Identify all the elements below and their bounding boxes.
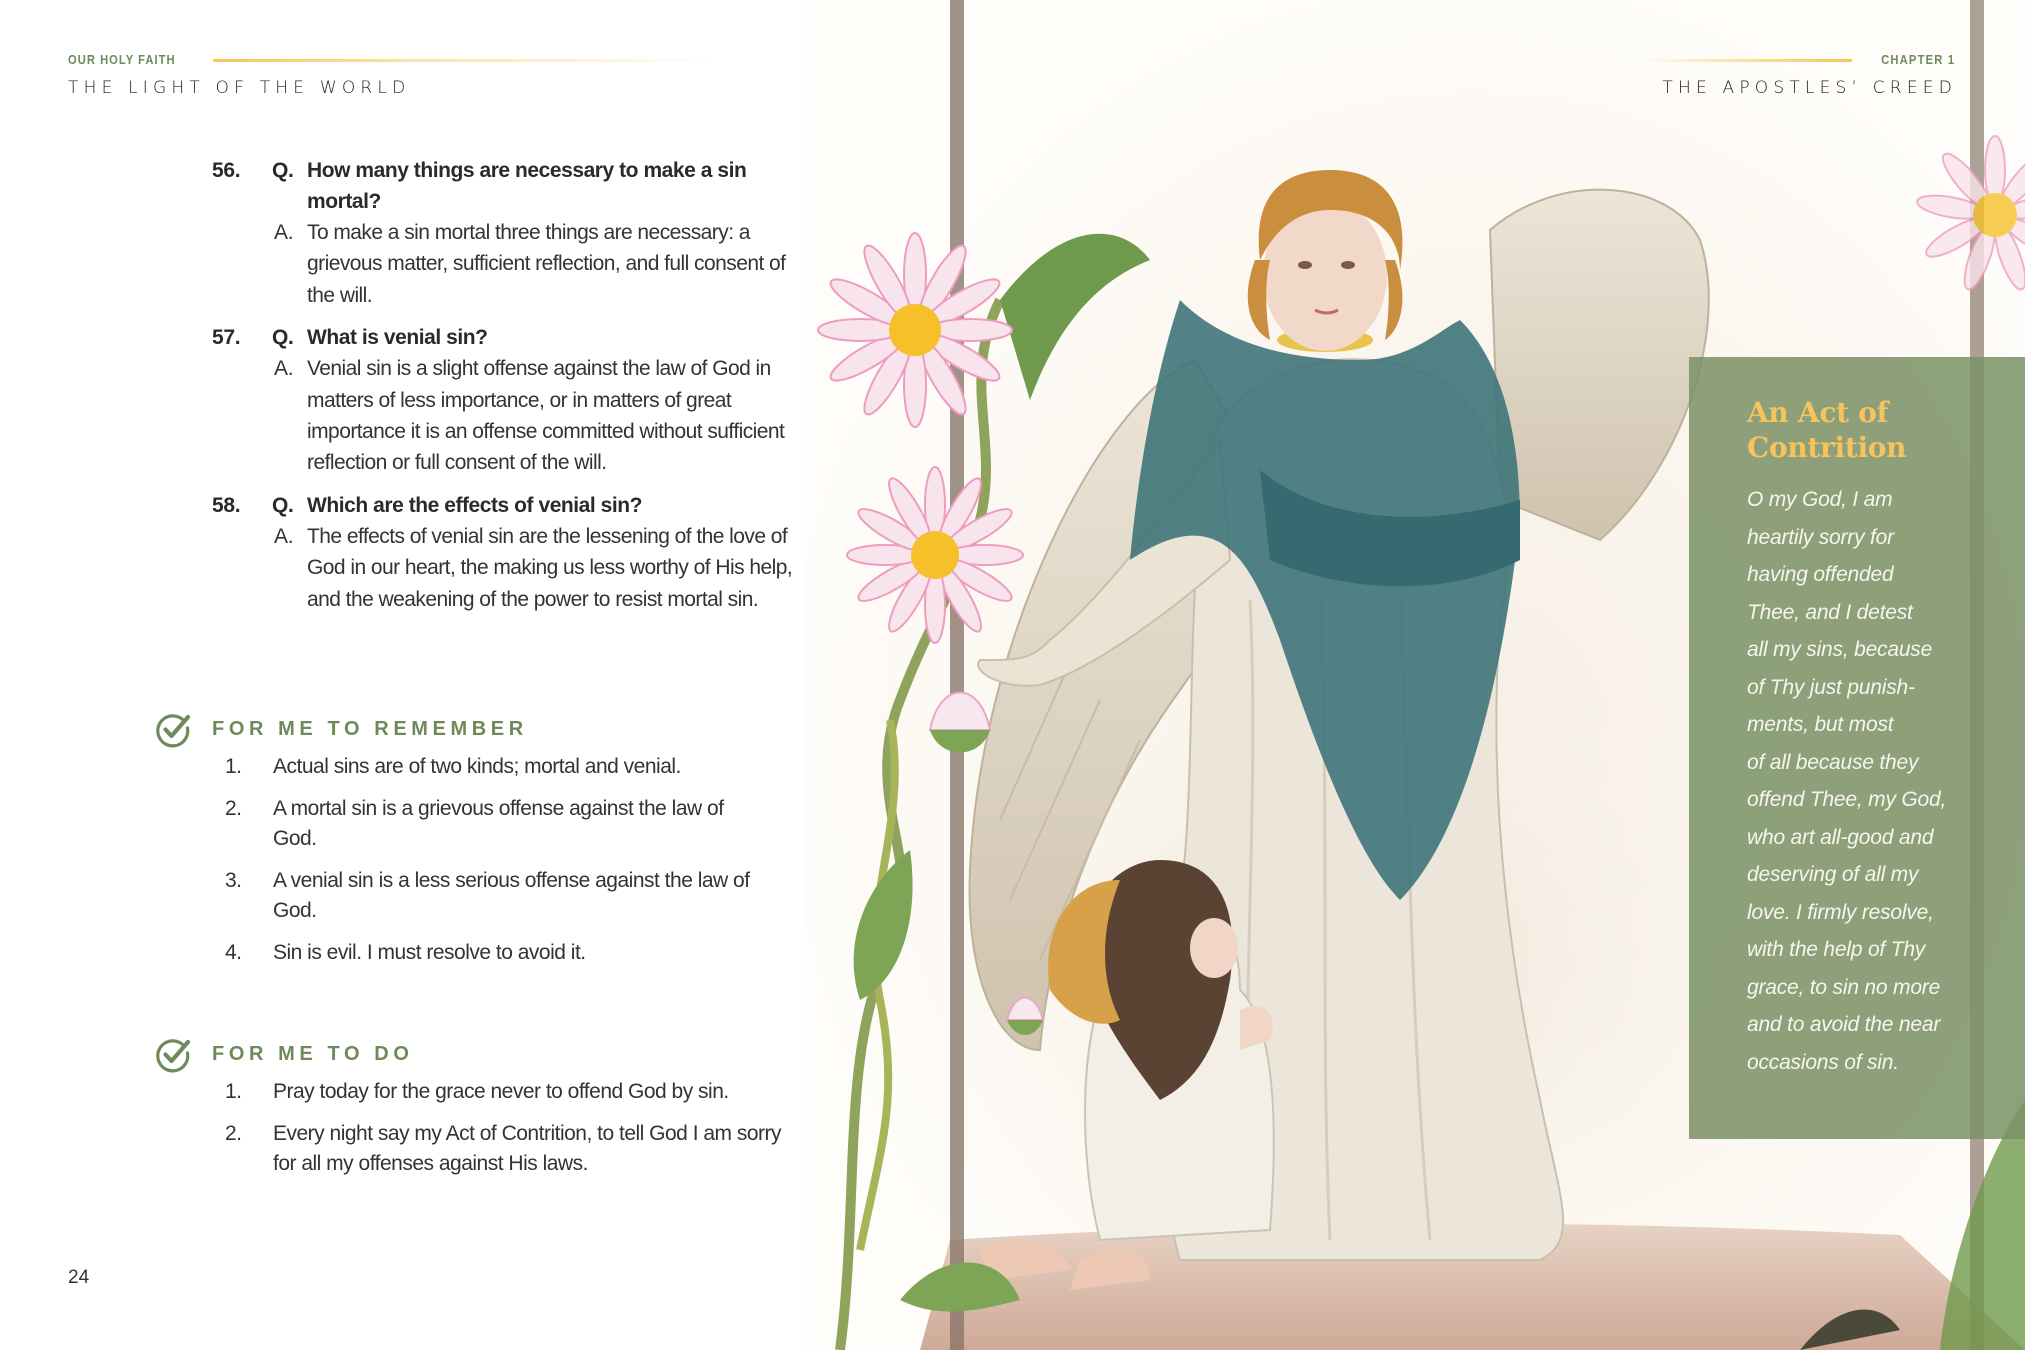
answer-text: To make a sin mortal three things are necessary: a grievous matter, sufficient reflection, and full consent of the will. xyxy=(307,221,786,307)
prayer-line: having offended xyxy=(1747,563,1894,586)
question-label: Q. xyxy=(272,493,294,517)
list-item xyxy=(155,938,765,968)
prayer-line: heartily sorry for xyxy=(1747,525,1894,549)
answer-label: A. xyxy=(274,524,294,548)
prayer-line: and to avoid the near xyxy=(1747,1013,1941,1036)
answer-label: A. xyxy=(274,221,294,244)
catechism-item xyxy=(212,490,812,615)
prayer-line: grace, to sin no more xyxy=(1747,975,1941,999)
prayer-line: deserving of all my xyxy=(1747,863,1919,886)
question-text: What is venial sin? xyxy=(307,326,488,350)
answer xyxy=(274,217,807,311)
prayer-line: with the help of Thy xyxy=(1747,938,1926,961)
right-wing xyxy=(1490,190,1709,540)
prayer-line: of all because they xyxy=(1747,750,1919,774)
check-circle-icon xyxy=(155,1037,191,1073)
answer-label: A. xyxy=(274,357,294,381)
answer-text: The effects of venial sin are the lessening of the love of God in our heart, the making us less worthy of His help, and the weakening of the power to resist mortal sin. xyxy=(307,524,793,611)
list-number: 2. xyxy=(225,797,242,820)
answer-text: Venial sin is a slight offense against the law of God in matters of less importance, or in matters of great importance it is an offense committed without sufficient reflection or full consent of the will. xyxy=(307,357,785,475)
remember-list xyxy=(155,752,815,968)
prayer-line: Thee, and I detest xyxy=(1747,600,1913,624)
prayer-line: all my sins, because xyxy=(1747,638,1933,661)
list-text-continued: for all my offenses against His laws. xyxy=(273,1152,588,1175)
answer xyxy=(274,353,807,479)
list-number: 4. xyxy=(225,941,242,964)
section-heading xyxy=(155,1037,815,1073)
todo-list xyxy=(155,1077,815,1179)
list-item xyxy=(155,794,765,854)
list-item xyxy=(155,752,765,782)
prayer-line: love. I firmly resolve, xyxy=(1747,900,1934,924)
prayer-line: who art all-good and xyxy=(1747,825,1934,849)
question-label: Q. xyxy=(272,326,294,350)
list-text: A venial sin is a less serious offense against the law of God. xyxy=(273,869,750,922)
check-circle-icon xyxy=(155,712,191,748)
question-number: 58. xyxy=(212,493,241,517)
catechism-list xyxy=(212,155,812,626)
page-number: 24 xyxy=(68,1267,90,1288)
list-text: Sin is evil. I must resolve to avoid it. xyxy=(273,941,586,964)
list-text: Every night say my Act of Contrition, to tell God I am sorry xyxy=(273,1122,782,1145)
running-header-chapter: CHAPTER 1 xyxy=(1880,52,1955,67)
left-page xyxy=(0,0,806,1350)
question-text: How many things are necessary to make a sin mortal? xyxy=(307,159,747,213)
question-number: 57. xyxy=(212,326,241,350)
list-text: Pray today for the grace never to offend God by sin. xyxy=(273,1080,729,1103)
list-item xyxy=(155,1077,915,1107)
prayer-line: occasions of sin. xyxy=(1747,1050,1899,1074)
running-header-book-title: THE LIGHT OF THE WORLD xyxy=(68,78,411,98)
list-number: 2. xyxy=(225,1122,242,1145)
catechism-item xyxy=(212,322,812,479)
prayer-line: offend Thee, my God, xyxy=(1747,788,1947,811)
prayer-title: An Act of Contrition xyxy=(1747,396,1907,464)
list-number: 1. xyxy=(225,1080,242,1103)
prayer-text xyxy=(1747,481,2025,1081)
list-item xyxy=(155,866,765,926)
prayer-line: of Thy just punish- xyxy=(1747,675,1915,699)
question-text: Which are the effects of venial sin? xyxy=(307,493,643,517)
list-text: Actual sins are of two kinds; mortal and venial. xyxy=(273,755,681,778)
for-me-to-do-section xyxy=(155,1037,815,1191)
question-label: Q. xyxy=(272,159,294,182)
for-me-to-remember-section xyxy=(155,712,815,980)
list-number: 3. xyxy=(225,869,242,892)
section-heading xyxy=(155,712,815,748)
header-rule xyxy=(213,59,713,62)
act-of-contrition-box xyxy=(1689,357,2025,1139)
prayer-line: ments, but most xyxy=(1747,713,1894,736)
catechism-item xyxy=(212,155,812,311)
section-title: FOR ME TO DO xyxy=(212,1043,414,1065)
section-title: FOR ME TO REMEMBER xyxy=(212,718,528,740)
list-text: A mortal sin is a grievous offense against the law of God. xyxy=(273,797,724,850)
list-number: 1. xyxy=(225,755,242,778)
header-rule xyxy=(1640,59,1852,62)
list-item xyxy=(155,1119,915,1179)
question-number: 56. xyxy=(212,159,241,182)
running-header-chapter-title: THE APOSTLES’ CREED xyxy=(1662,78,1957,98)
running-header-series: OUR HOLY FAITH xyxy=(68,52,176,67)
answer xyxy=(274,521,807,615)
prayer-line: O my God, I am xyxy=(1747,488,1893,511)
